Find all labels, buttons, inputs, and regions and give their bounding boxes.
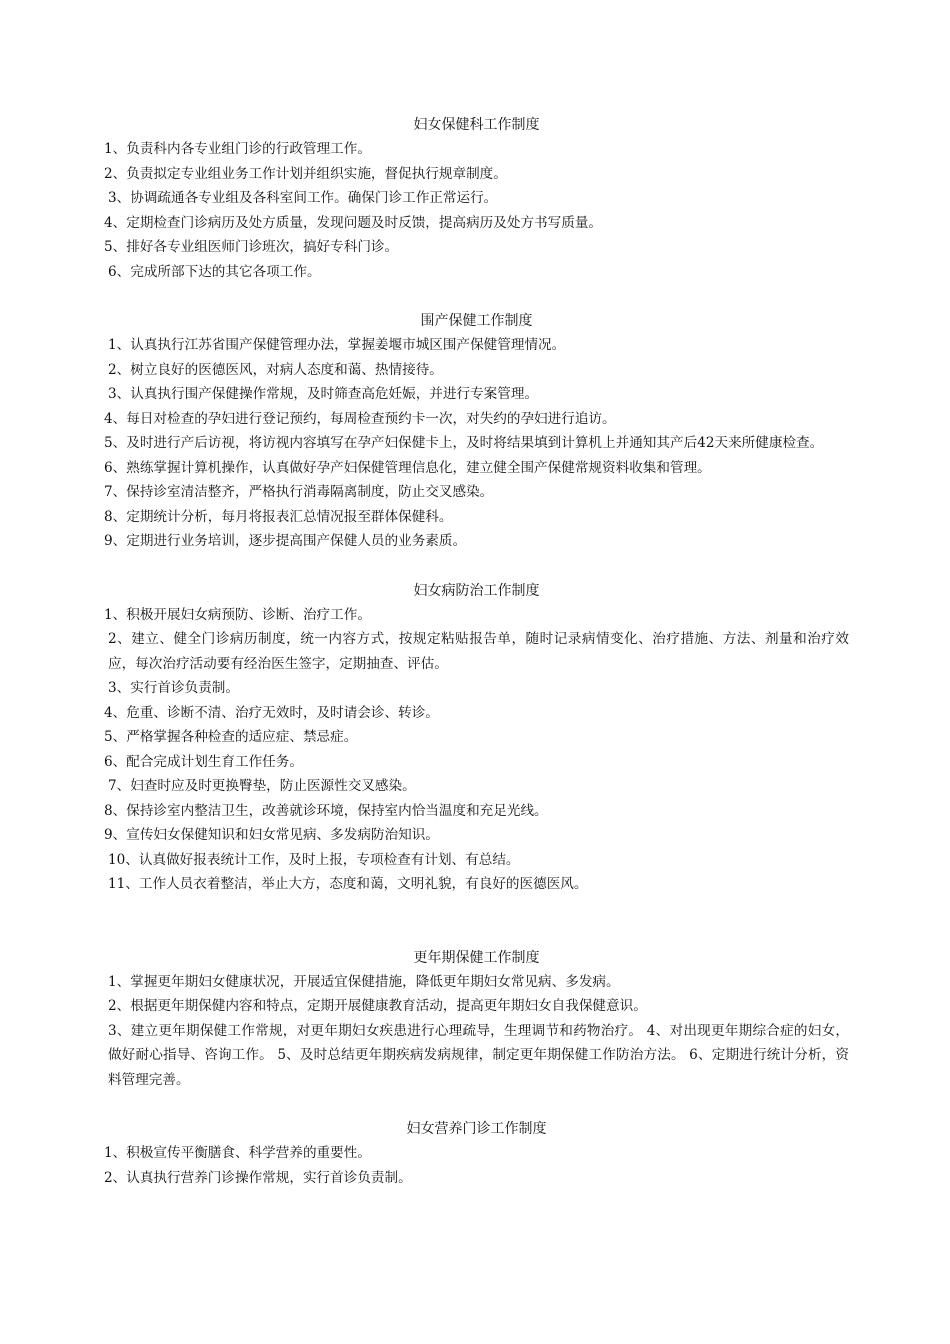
section-gynecological-disease bbox=[104, 579, 849, 897]
section-womens-health-dept bbox=[104, 113, 849, 284]
rule-item: 8、定期统计分析，每月将报表汇总情况报至群体保健科。 bbox=[104, 508, 453, 525]
rule-item: 5、及时进行产后访视，将访视内容填写在孕产妇保健卡上，及时将结果填到计算机上并通知其产后42天来所健康检查。 bbox=[104, 435, 824, 451]
rule-item: 7、保持诊室清洁整齐，严格执行消毒隔离制度，防止交叉感染。 bbox=[104, 484, 494, 500]
rule-item: 2、建立、健全门诊病历制度，统一内容方式，按规定粘贴报告单，随时记录病情变化、治疗措施、方法、剂量和治疗效应，每次治疗活动要有经治医生签字，定期抽查、评估。 bbox=[108, 631, 849, 672]
rule-item: 6、熟练掌握计算机操作，认真做好孕产妇保健管理信息化，建立健全围产保健常规资料收集和管理。 bbox=[104, 459, 711, 476]
rule-item: 5、严格掌握各种检查的适应症、禁忌症。 bbox=[104, 729, 358, 745]
section-title: 妇女病防治工作制度 bbox=[413, 582, 540, 599]
section-nutrition-clinic bbox=[104, 1117, 849, 1190]
rule-item: 5、排好各专业组医师门诊班次，搞好专科门诊。 bbox=[104, 239, 399, 255]
rule-item: 1、积极宣传平衡膳食、科学营养的重要性。 bbox=[104, 1145, 371, 1161]
document-page bbox=[104, 113, 849, 1190]
rule-item: 6、完成所部下达的其它各项工作。 bbox=[108, 263, 321, 280]
rule-item: 2、根据更年期保健内容和特点，定期开展健康教育活动，提高更年期妇女自我保健意识。 bbox=[108, 998, 647, 1014]
section-title: 妇女保健科工作制度 bbox=[413, 117, 540, 133]
rule-item: 2、负责拟定专业组业务工作计划并组织实施，督促执行规章制度。 bbox=[104, 165, 507, 182]
rule-item: 3、实行首诊负责制。 bbox=[108, 680, 239, 696]
rule-item: 9、定期进行业务培训，逐步提高围产保健人员的业务素质。 bbox=[104, 533, 467, 549]
rule-item: 1、认真执行江苏省围产保健管理办法，掌握姜堰市城区围产保健管理情况。 bbox=[108, 337, 566, 353]
rule-item: 4、定期检查门诊病历及处方质量，发现问题及时反馈，提高病历及处方书写质量。 bbox=[104, 214, 603, 231]
rule-item: 3、协调疏通各专业组及各科室间工作。确保门诊工作正常运行。 bbox=[108, 190, 498, 206]
section-title: 妇女营养门诊工作制度 bbox=[406, 1121, 547, 1137]
rule-item: 1、掌握更年期妇女健康状况，开展适宜保健措施，降低更年期妇女常见病、多发病。 bbox=[108, 973, 620, 990]
section-title: 更年期保健工作制度 bbox=[413, 949, 540, 966]
rule-item: 3、建立更年期保健工作常规，对更年期妇女疾患进行心理疏导，生理调节和药物治疗。 4、对出现更年期综合症的妇女，做好耐心指导、咨询工作。 5、及时总结更年期疾病发病规律，制定更年期保健工作防治方法。 6、定期进行统计分析，资料管理完善。 bbox=[108, 1022, 849, 1088]
rule-item: 9、宣传妇女保健知识和妇女常见病、多发病防治知识。 bbox=[104, 827, 439, 843]
rule-item: 7、妇查时应及时更换臀垫，防止医源性交叉感染。 bbox=[108, 778, 416, 794]
rule-item: 4、每日对检查的孕妇进行登记预约，每周检查预约卡一次，对失约的孕妇进行追访。 bbox=[104, 410, 616, 427]
rule-item: 6、配合完成计划生育工作任务。 bbox=[104, 753, 303, 770]
rule-item: 1、积极开展妇女病预防、诊断、治疗工作。 bbox=[104, 606, 371, 623]
rule-item: 8、保持诊室内整洁卫生，改善就诊环境，保持室内恰当温度和充足光线。 bbox=[104, 802, 548, 819]
rule-item: 1、负责科内各专业组门诊的行政管理工作。 bbox=[104, 141, 371, 157]
rule-item: 3、认真执行围产保健操作常规，及时筛查高危妊娠，并进行专案管理。 bbox=[108, 386, 539, 402]
rule-list bbox=[104, 1141, 849, 1190]
rule-list bbox=[104, 970, 849, 1093]
section-perinatal-care bbox=[104, 309, 849, 554]
rule-list bbox=[104, 603, 849, 897]
rule-list bbox=[104, 137, 849, 284]
rule-item: 2、认真执行营养门诊操作常规，实行首诊负责制。 bbox=[104, 1169, 412, 1186]
section-menopause-care bbox=[104, 946, 849, 1093]
section-title: 围产保健工作制度 bbox=[420, 313, 533, 329]
rule-item: 2、树立良好的医德医风，对病人态度和蔼、热情接待。 bbox=[108, 361, 443, 378]
rule-item: 11、工作人员衣着整洁，举止大方，态度和蔼，文明礼貌，有良好的医德医风。 bbox=[108, 876, 588, 892]
rule-item: 4、危重、诊断不清、治疗无效时，及时请会诊、转诊。 bbox=[104, 704, 439, 721]
rule-item: 10、认真做好报表统计工作，及时上报，专项检查有计划、有总结。 bbox=[108, 851, 520, 868]
rule-list bbox=[104, 333, 849, 554]
